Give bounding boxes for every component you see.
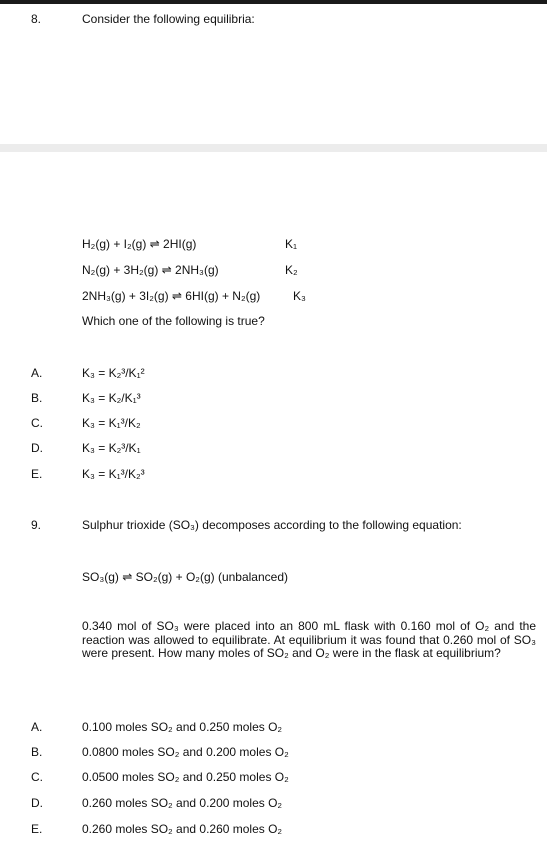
q9-option-d[interactable]: 0.260 moles SO₂ and 0.200 moles O₂ [82, 796, 283, 810]
q9-option-b-letter: B. [31, 745, 43, 759]
q8-k3-label: K₃ [293, 289, 306, 303]
q8-number: 8. [31, 12, 42, 26]
q8-equation-2: N₂(g) + 3H₂(g) ⇌ 2NH₃(g) [82, 263, 219, 277]
q8-prompt: Consider the following equilibria: [82, 12, 255, 26]
q8-option-e[interactable]: K₃ = K₁³/K₂³ [82, 467, 145, 481]
q9-equation: SO₃(g) ⇌ SO₂(g) + O₂(g) (unbalanced) [82, 570, 288, 584]
q8-option-a-letter: A. [31, 366, 43, 380]
q8-option-d-letter: D. [31, 441, 43, 455]
q9-option-c[interactable]: 0.0500 moles SO₂ and 0.250 moles O₂ [82, 770, 289, 784]
q9-option-a[interactable]: 0.100 moles SO₂ and 0.250 moles O₂ [82, 720, 283, 734]
q8-option-c-letter: C. [31, 416, 43, 430]
q8-option-e-letter: E. [31, 467, 43, 481]
page-break-band [0, 144, 547, 152]
q8-option-a[interactable]: K₃ = K₂³/K₁² [82, 366, 145, 380]
q9-option-b[interactable]: 0.0800 moles SO₂ and 0.200 moles O₂ [82, 745, 289, 759]
q8-k1-label: K₁ [285, 237, 298, 251]
q9-paragraph: 0.340 mol of SO₃ were placed into an 800 mL flask with 0.160 mol of O₂ and the reaction was allowed to equilibrate. At equilibrium it was found that 0.260 mol of SO₃ were present. How many moles of SO₂ and O₂ were in the flask at equilibrium? [82, 619, 536, 660]
q8-question: Which one of the following is true? [82, 314, 265, 328]
q9-option-c-letter: C. [31, 770, 43, 784]
q8-option-c[interactable]: K₃ = K₁³/K₂ [82, 416, 141, 430]
q8-option-d[interactable]: K₃ = K₂³/K₁ [82, 441, 141, 455]
q8-equation-1: H₂(g) + I₂(g) ⇌ 2HI(g) [82, 237, 197, 251]
q9-prompt: Sulphur trioxide (SO₃) decomposes according to the following equation: [82, 518, 462, 532]
q8-equation-3: 2NH₃(g) + 3I₂(g) ⇌ 6HI(g) + N₂(g) [82, 289, 261, 303]
top-border [0, 0, 547, 4]
q9-option-d-letter: D. [31, 796, 43, 810]
q8-option-b[interactable]: K₃ = K₂/K₁³ [82, 391, 141, 405]
q8-option-b-letter: B. [31, 391, 43, 405]
q9-option-e[interactable]: 0.260 moles SO₂ and 0.260 moles O₂ [82, 822, 283, 836]
q8-k2-label: K₂ [285, 263, 298, 277]
q9-number: 9. [31, 518, 42, 532]
q9-option-a-letter: A. [31, 720, 43, 734]
q9-option-e-letter: E. [31, 822, 43, 836]
